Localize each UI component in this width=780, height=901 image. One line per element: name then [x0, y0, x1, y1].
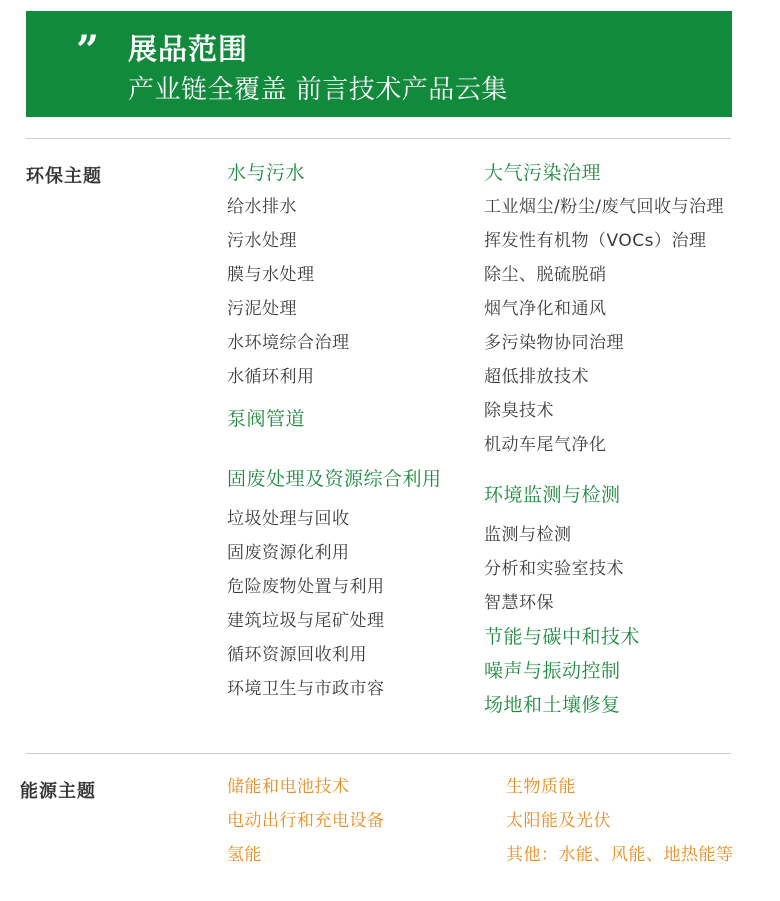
category-heading: 水与污水 — [227, 162, 306, 184]
energy-left-column — [227, 770, 385, 872]
list-item: 超低排放技术 — [484, 367, 589, 387]
energy-item: 太阳能及光伏 — [506, 811, 611, 831]
category-heading: 场地和土壤修复 — [484, 694, 621, 716]
category-heading: 固废处理及资源综合利用 — [227, 468, 442, 490]
list-item: 多污染物协同治理 — [484, 333, 624, 353]
list-item: 分析和实验室技术 — [484, 559, 624, 579]
list-item: 给水排水 — [227, 197, 297, 217]
list-item: 污泥处理 — [227, 299, 297, 319]
list-item: 除臭技术 — [484, 401, 554, 421]
energy-item: 氢能 — [227, 845, 262, 865]
category-heading: 节能与碳中和技术 — [484, 626, 641, 648]
category-heading: 噪声与振动控制 — [484, 660, 621, 682]
list-item: 除尘、脱硫脱硝 — [484, 265, 607, 285]
list-item: 污水处理 — [227, 231, 297, 251]
energy-item: 储能和电池技术 — [227, 777, 350, 797]
energy-right-column — [506, 770, 734, 872]
list-item: 膜与水处理 — [227, 265, 315, 285]
list-item: 建筑垃圾与尾矿处理 — [227, 611, 385, 631]
category-heading: 大气污染治理 — [484, 162, 602, 184]
list-item: 垃圾处理与回收 — [227, 509, 350, 529]
list-item: 循环资源回收利用 — [227, 645, 367, 665]
section-label-env: 环保主题 — [26, 166, 102, 187]
category-heading: 泵阀管道 — [227, 408, 306, 430]
list-item: 智慧环保 — [484, 593, 554, 613]
banner-title: 展品范围 — [128, 32, 249, 66]
env-right-column — [484, 156, 724, 722]
quote-mark-icon: ” — [76, 27, 96, 74]
list-item: 环境卫生与市政市容 — [227, 679, 385, 699]
energy-item: 电动出行和充电设备 — [227, 811, 385, 831]
list-item: 固废资源化利用 — [227, 543, 350, 563]
energy-item: 生物质能 — [506, 777, 576, 797]
divider-top — [26, 138, 731, 139]
category-heading: 环境监测与检测 — [484, 484, 621, 506]
divider-bottom — [26, 753, 731, 754]
list-item: 烟气净化和通风 — [484, 299, 607, 319]
list-item: 机动车尾气净化 — [484, 435, 607, 455]
list-item: 水环境综合治理 — [227, 333, 350, 353]
section-label-energy: 能源主题 — [20, 781, 96, 802]
header-banner — [26, 11, 732, 117]
list-item: 水循环利用 — [227, 367, 315, 387]
list-item: 监测与检测 — [484, 525, 572, 545]
list-item: 危险废物处置与利用 — [227, 577, 385, 597]
energy-item: 其他：水能、风能、地热能等 — [506, 845, 734, 865]
list-item: 挥发性有机物（VOCs）治理 — [484, 231, 707, 251]
list-item: 工业烟尘/粉尘/废气回收与治理 — [484, 197, 724, 217]
banner-subtitle: 产业链全覆盖 前言技术产品云集 — [128, 75, 508, 105]
env-left-column — [227, 156, 442, 706]
